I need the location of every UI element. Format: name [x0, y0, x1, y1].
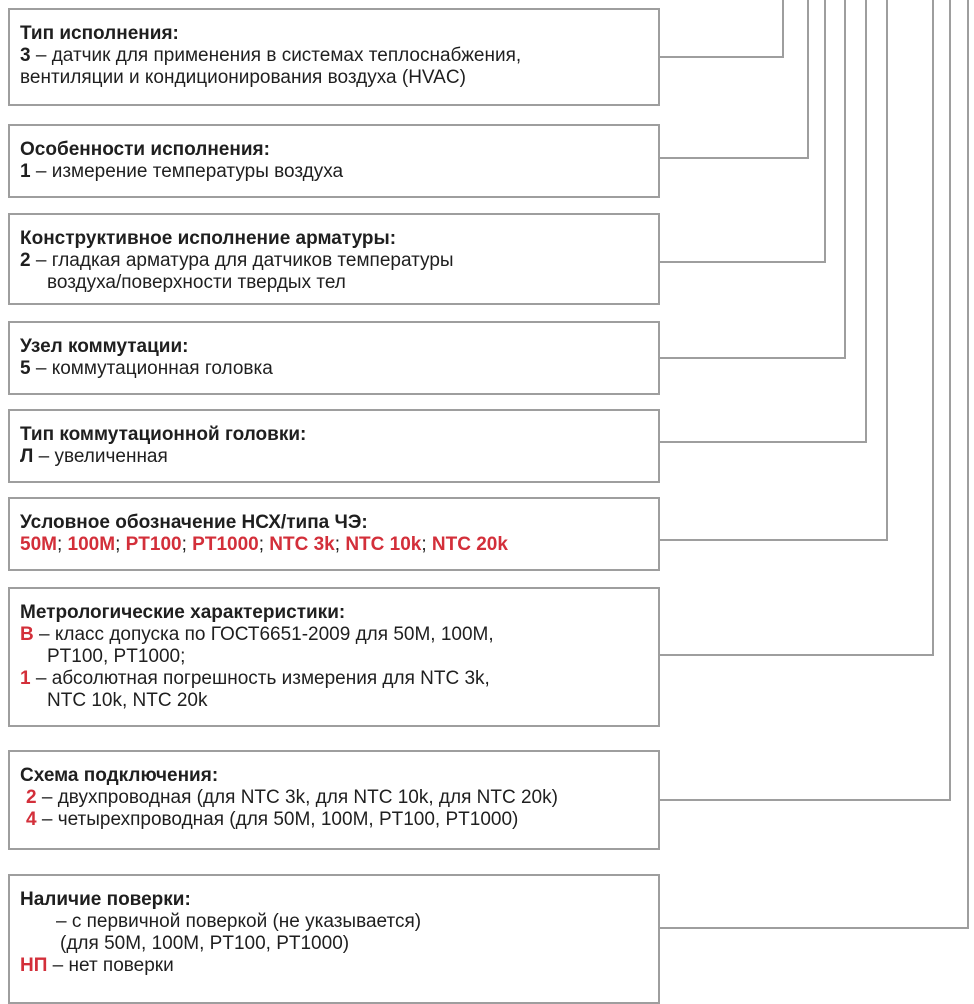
- option-separator: –: [36, 787, 58, 808]
- option-code: 3: [20, 45, 31, 66]
- option-line: [20, 955, 658, 977]
- option-text: измерение температуры воздуха: [51, 161, 344, 182]
- section-sensor-designation: [8, 497, 660, 571]
- option-code: Л: [20, 446, 34, 467]
- option-line: [20, 787, 658, 809]
- connector-6: [660, 0, 887, 540]
- section-title: Особенности исполнения:: [20, 139, 270, 160]
- option-text: абсолютная погрешность измерения для NTC 3k,: [51, 668, 490, 689]
- section-title: Узел коммутации:: [20, 336, 189, 357]
- connector-4: [660, 0, 845, 358]
- option-separator: –: [47, 955, 69, 976]
- connector-9: [660, 0, 968, 928]
- section-execution-type: [8, 8, 660, 106]
- option-line: [20, 446, 658, 468]
- connector-3: [660, 0, 825, 262]
- code-separator: ;: [334, 534, 346, 555]
- option-separator: –: [30, 45, 52, 66]
- option-separator: –: [36, 809, 58, 830]
- option-code: 1: [20, 161, 31, 182]
- connector-2: [660, 0, 808, 158]
- section-metrology: [8, 587, 660, 727]
- sensor-code: 100M: [67, 534, 116, 555]
- code-separator: ;: [115, 534, 126, 555]
- sensor-code: NTC 3k: [269, 534, 335, 555]
- option-text: гладкая арматура для датчиков температуры: [51, 250, 454, 271]
- sensor-code: PT1000: [192, 534, 259, 555]
- sensor-code: PT100: [125, 534, 182, 555]
- option-line: [20, 161, 658, 183]
- connector-1: [660, 0, 783, 57]
- option-text: коммутационная головка: [51, 358, 273, 379]
- option-separator: –: [33, 446, 55, 467]
- section-head-type: [8, 409, 660, 483]
- section-title: Условное обозначение НСХ/типа ЧЭ:: [20, 512, 368, 533]
- option-line: – с первичной поверкой (не указывается): [56, 911, 422, 932]
- option-separator: –: [30, 668, 52, 689]
- section-title: Конструктивное исполнение арматуры:: [20, 228, 397, 249]
- option-line: [20, 45, 658, 67]
- option-line: [20, 668, 658, 690]
- section-title: Схема подключения:: [20, 765, 219, 786]
- option-separator: –: [30, 358, 52, 379]
- sensor-code: NTC 20k: [431, 534, 508, 555]
- option-code: B: [20, 624, 34, 645]
- option-line-continued: PT100, PT1000;: [47, 646, 186, 667]
- option-line-continued: вентиляции и кондиционирования воздуха (HVAC): [20, 67, 466, 88]
- option-line-continued: воздуха/поверхности твердых тел: [47, 272, 346, 293]
- option-line: [20, 250, 658, 272]
- section-wiring-scheme: [8, 750, 660, 850]
- option-line: [20, 358, 658, 380]
- option-separator: –: [30, 250, 52, 271]
- option-code: 2: [20, 250, 31, 271]
- option-line-continued: NTC 10k, NTC 20k: [47, 690, 208, 711]
- option-code: НП: [20, 955, 48, 976]
- section-execution-features: [8, 124, 660, 198]
- section-title: Тип коммутационной головки:: [20, 424, 307, 445]
- sensor-code: NTC 10k: [345, 534, 422, 555]
- sensor-code: 50M: [20, 534, 57, 555]
- section-title: Наличие поверки:: [20, 889, 191, 910]
- connector-5: [660, 0, 866, 442]
- sensor-code-list: [20, 534, 658, 556]
- section-title: Метрологические характеристики:: [20, 602, 346, 623]
- code-separator: ;: [258, 534, 270, 555]
- code-separator: ;: [181, 534, 193, 555]
- option-text: нет поверки: [68, 955, 174, 976]
- option-line-continued: (для 50M, 100M, PT100, PT1000): [60, 933, 350, 954]
- code-separator: ;: [421, 534, 432, 555]
- code-separator: ;: [56, 534, 68, 555]
- option-line: [20, 809, 658, 831]
- option-text: датчик для применения в системах теплоснабжения,: [51, 45, 522, 66]
- option-text: двухпроводная (для NTC 3k, для NTC 10k, для NTC 20k): [57, 787, 558, 808]
- section-verification: [8, 874, 660, 1004]
- section-title: Тип исполнения:: [20, 23, 179, 44]
- option-separator: –: [33, 624, 55, 645]
- option-text: четырехпроводная (для 50M, 100M, PT100, PT1000): [57, 809, 519, 830]
- option-code: 2: [26, 787, 37, 808]
- option-separator: –: [30, 161, 52, 182]
- section-fitting-design: [8, 213, 660, 305]
- connector-8: [660, 0, 950, 800]
- option-code: 4: [26, 809, 37, 830]
- option-code: 1: [20, 668, 31, 689]
- section-switching-unit: [8, 321, 660, 395]
- option-text: увеличенная: [54, 446, 168, 467]
- connector-7: [660, 0, 933, 655]
- option-line: [20, 624, 658, 646]
- option-text: класс допуска по ГОСТ6651-2009 для 50М, 100М,: [54, 624, 494, 645]
- option-code: 5: [20, 358, 31, 379]
